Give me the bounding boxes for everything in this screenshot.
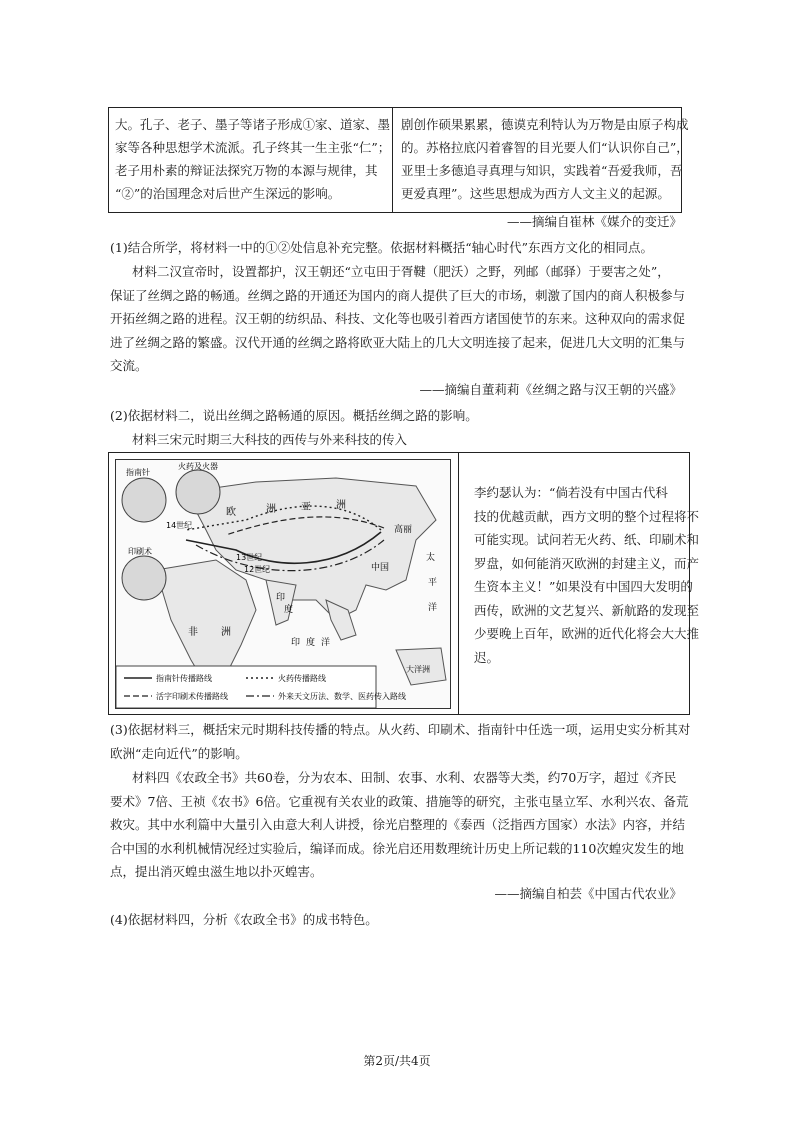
material4-body xyxy=(110,766,688,884)
region-label: 大洋洲 xyxy=(406,665,430,674)
table-divider xyxy=(458,453,459,714)
text-line: 点，提出消灭蝗虫滋生地以扑灭蝗害。 xyxy=(110,864,323,879)
region-label: 太 xyxy=(426,553,436,563)
material4-source: ——摘编自柏芸《中国古代农业》 xyxy=(494,886,682,901)
material2-body xyxy=(110,260,685,378)
material1-left-cell xyxy=(115,113,391,205)
century-label: 13世纪 xyxy=(236,553,263,562)
material3-title: 材料三宋元时期三大科技的西传与外来科技的传入 xyxy=(132,432,408,447)
region-label: 欧 xyxy=(226,507,236,518)
region-label: 洲 xyxy=(336,500,346,511)
material1-right-cell xyxy=(401,113,689,205)
region-label: 印 xyxy=(291,638,301,648)
text-line: 材料二汉宣帝时，设置都护，汉王朝还“立屯田于胥鞬（肥沃）之野，列邮（邮驿）于要害之处”， xyxy=(132,264,670,279)
text-line: 剧创作硕果累累，德谟克利特认为万物是由原子构成 xyxy=(401,117,689,132)
region-label: 洲 xyxy=(266,504,276,515)
material3-table xyxy=(108,452,700,715)
text-line: 欧洲“走向近代”的影响。 xyxy=(110,745,248,761)
gunpowder-inset xyxy=(176,470,220,514)
text-line: 的。苏格拉底闪着睿智的目光要人们“认识你自己”， xyxy=(401,140,689,155)
region-label: 度 xyxy=(306,638,316,648)
century-label: 14世纪 xyxy=(166,521,193,530)
material2-source: ——摘编自董莉莉《丝绸之路与汉王朝的兴盛》 xyxy=(419,382,682,397)
text-line: 合中国的水利机械情况经过实验后，编译而成。徐光启还用数理统计历史上所记载的110次蝗灾发生的地 xyxy=(110,840,684,856)
question-2: (2)依据材料二，说出丝绸之路畅通的原因。概括丝绸之路的影响。 xyxy=(110,408,478,423)
page-footer: 第2页/共4页 xyxy=(363,1054,431,1068)
text-line: 开拓丝绸之路的进程。汉王朝的纺织品、科技、文化等也吸引着西方诸国使节的东来。这种双向的需求促 xyxy=(110,311,686,326)
text-line: 老子用朴素的辩证法探究万物的本源与规律，其 xyxy=(115,163,378,178)
question-1: (1)结合所学，将材料一中的①②处信息补充完整。依据材料概括“轴心时代”东西方文化的相同点。 xyxy=(110,240,653,255)
text-line: 要术》7倍、王祯《农书》6倍。它重视有关农业的政策、措施等的研究，主张屯垦立军、水利兴农、备荒 xyxy=(110,793,689,809)
text-line: 交流。 xyxy=(110,358,148,373)
legend-item: 活字印刷术传播路线 xyxy=(156,692,228,701)
text-line: 保证了丝绸之路的畅通。丝绸之路的开通还为国内的商人提供了巨大的市场，刺激了国内的商人积极参与 xyxy=(110,287,686,303)
region-label: 洋 xyxy=(321,638,331,648)
text-line: 西传，欧洲的文艺复兴、新航路的发现至 xyxy=(474,602,700,618)
inset-label: 指南针 xyxy=(126,468,150,477)
legend-item: 指南针传播路线 xyxy=(156,674,212,683)
material3-quote xyxy=(474,481,700,669)
region-label: 平 xyxy=(428,578,438,588)
text-line: 更爱真理”。这些思想成为西方人文主义的起源。 xyxy=(401,186,670,201)
text-line: 少要晚上百年，欧洲的近代化将会大大推 xyxy=(474,626,700,641)
text-line: 生资本主义！”如果没有中国四大发明的 xyxy=(474,579,693,594)
text-line: 大。孔子、老子、墨子等诸子形成①家、道家、墨 xyxy=(115,117,391,132)
text-line: (3)依据材料三，概括宋元时期科技传播的特点。从火药、印刷术、指南针中任选一项，运用史实分析其对 xyxy=(110,722,691,737)
text-line: 材料四《农政全书》共60卷，分为农本、田制、农事、水利、农器等大类，约70万字，超过《齐民 xyxy=(132,770,677,785)
question-4: (4)依据材料四，分析《农政全书》的成书特色。 xyxy=(110,912,378,927)
inset-label: 火药及火器 xyxy=(178,462,218,471)
region-label: 亚 xyxy=(301,502,311,513)
text-line: 技的优越贡献，西方文明的整个过程将不 xyxy=(474,508,700,524)
region-label: 洲 xyxy=(221,627,231,638)
text-line: 进了丝绸之路的繁盛。汉代开通的丝绸之路将欧亚大陆上的几大文明连接了起来，促进几大文明的汇集与 xyxy=(110,334,686,350)
question-3 xyxy=(110,718,690,765)
region-label: 中国 xyxy=(371,563,390,573)
text-line: 迟。 xyxy=(474,649,500,665)
printing-inset xyxy=(122,556,166,600)
legend-item: 外来天文历法、数学、医药传入路线 xyxy=(278,692,406,701)
text-line: 家等各种思想学术流派。孔子终其一生主张“仁”； xyxy=(115,140,391,155)
text-line: “②”的治国理念对后世产生深远的影响。 xyxy=(115,186,341,201)
text-line: 罗盘，如何能消灭欧洲的封建主义，而产 xyxy=(474,555,700,571)
material1-table xyxy=(108,107,689,213)
region-label: 非 xyxy=(188,627,198,638)
map-graphic xyxy=(116,460,450,708)
spread-map xyxy=(115,459,451,709)
inset-label: 印刷术 xyxy=(128,547,152,556)
table-divider xyxy=(392,108,393,212)
text-line: 亚里士多德追寻真理与知识，实践着“吾爱我师，吾 xyxy=(401,163,683,178)
text-line: 李约瑟认为：“倘若没有中国古代科 xyxy=(474,485,668,500)
century-label: 12世纪 xyxy=(244,565,271,574)
region-label: 高丽 xyxy=(394,525,413,535)
region-label: 度 xyxy=(284,605,294,615)
region-label: 洋 xyxy=(428,603,438,613)
region-label: 印 xyxy=(276,593,286,603)
text-line: 可能实现。试问若无火药、纸、印刷术和 xyxy=(474,532,700,547)
compass-inset xyxy=(122,478,166,522)
material1-source: ——摘编自崔林《媒介的变迁》 xyxy=(506,214,682,229)
text-line: 救灾。其中水利篇中大量引入由意大利人讲授，徐光启整理的《泰西（泛指西方国家）水法》内容，并结 xyxy=(110,817,686,832)
legend-item: 火药传播路线 xyxy=(278,674,326,683)
